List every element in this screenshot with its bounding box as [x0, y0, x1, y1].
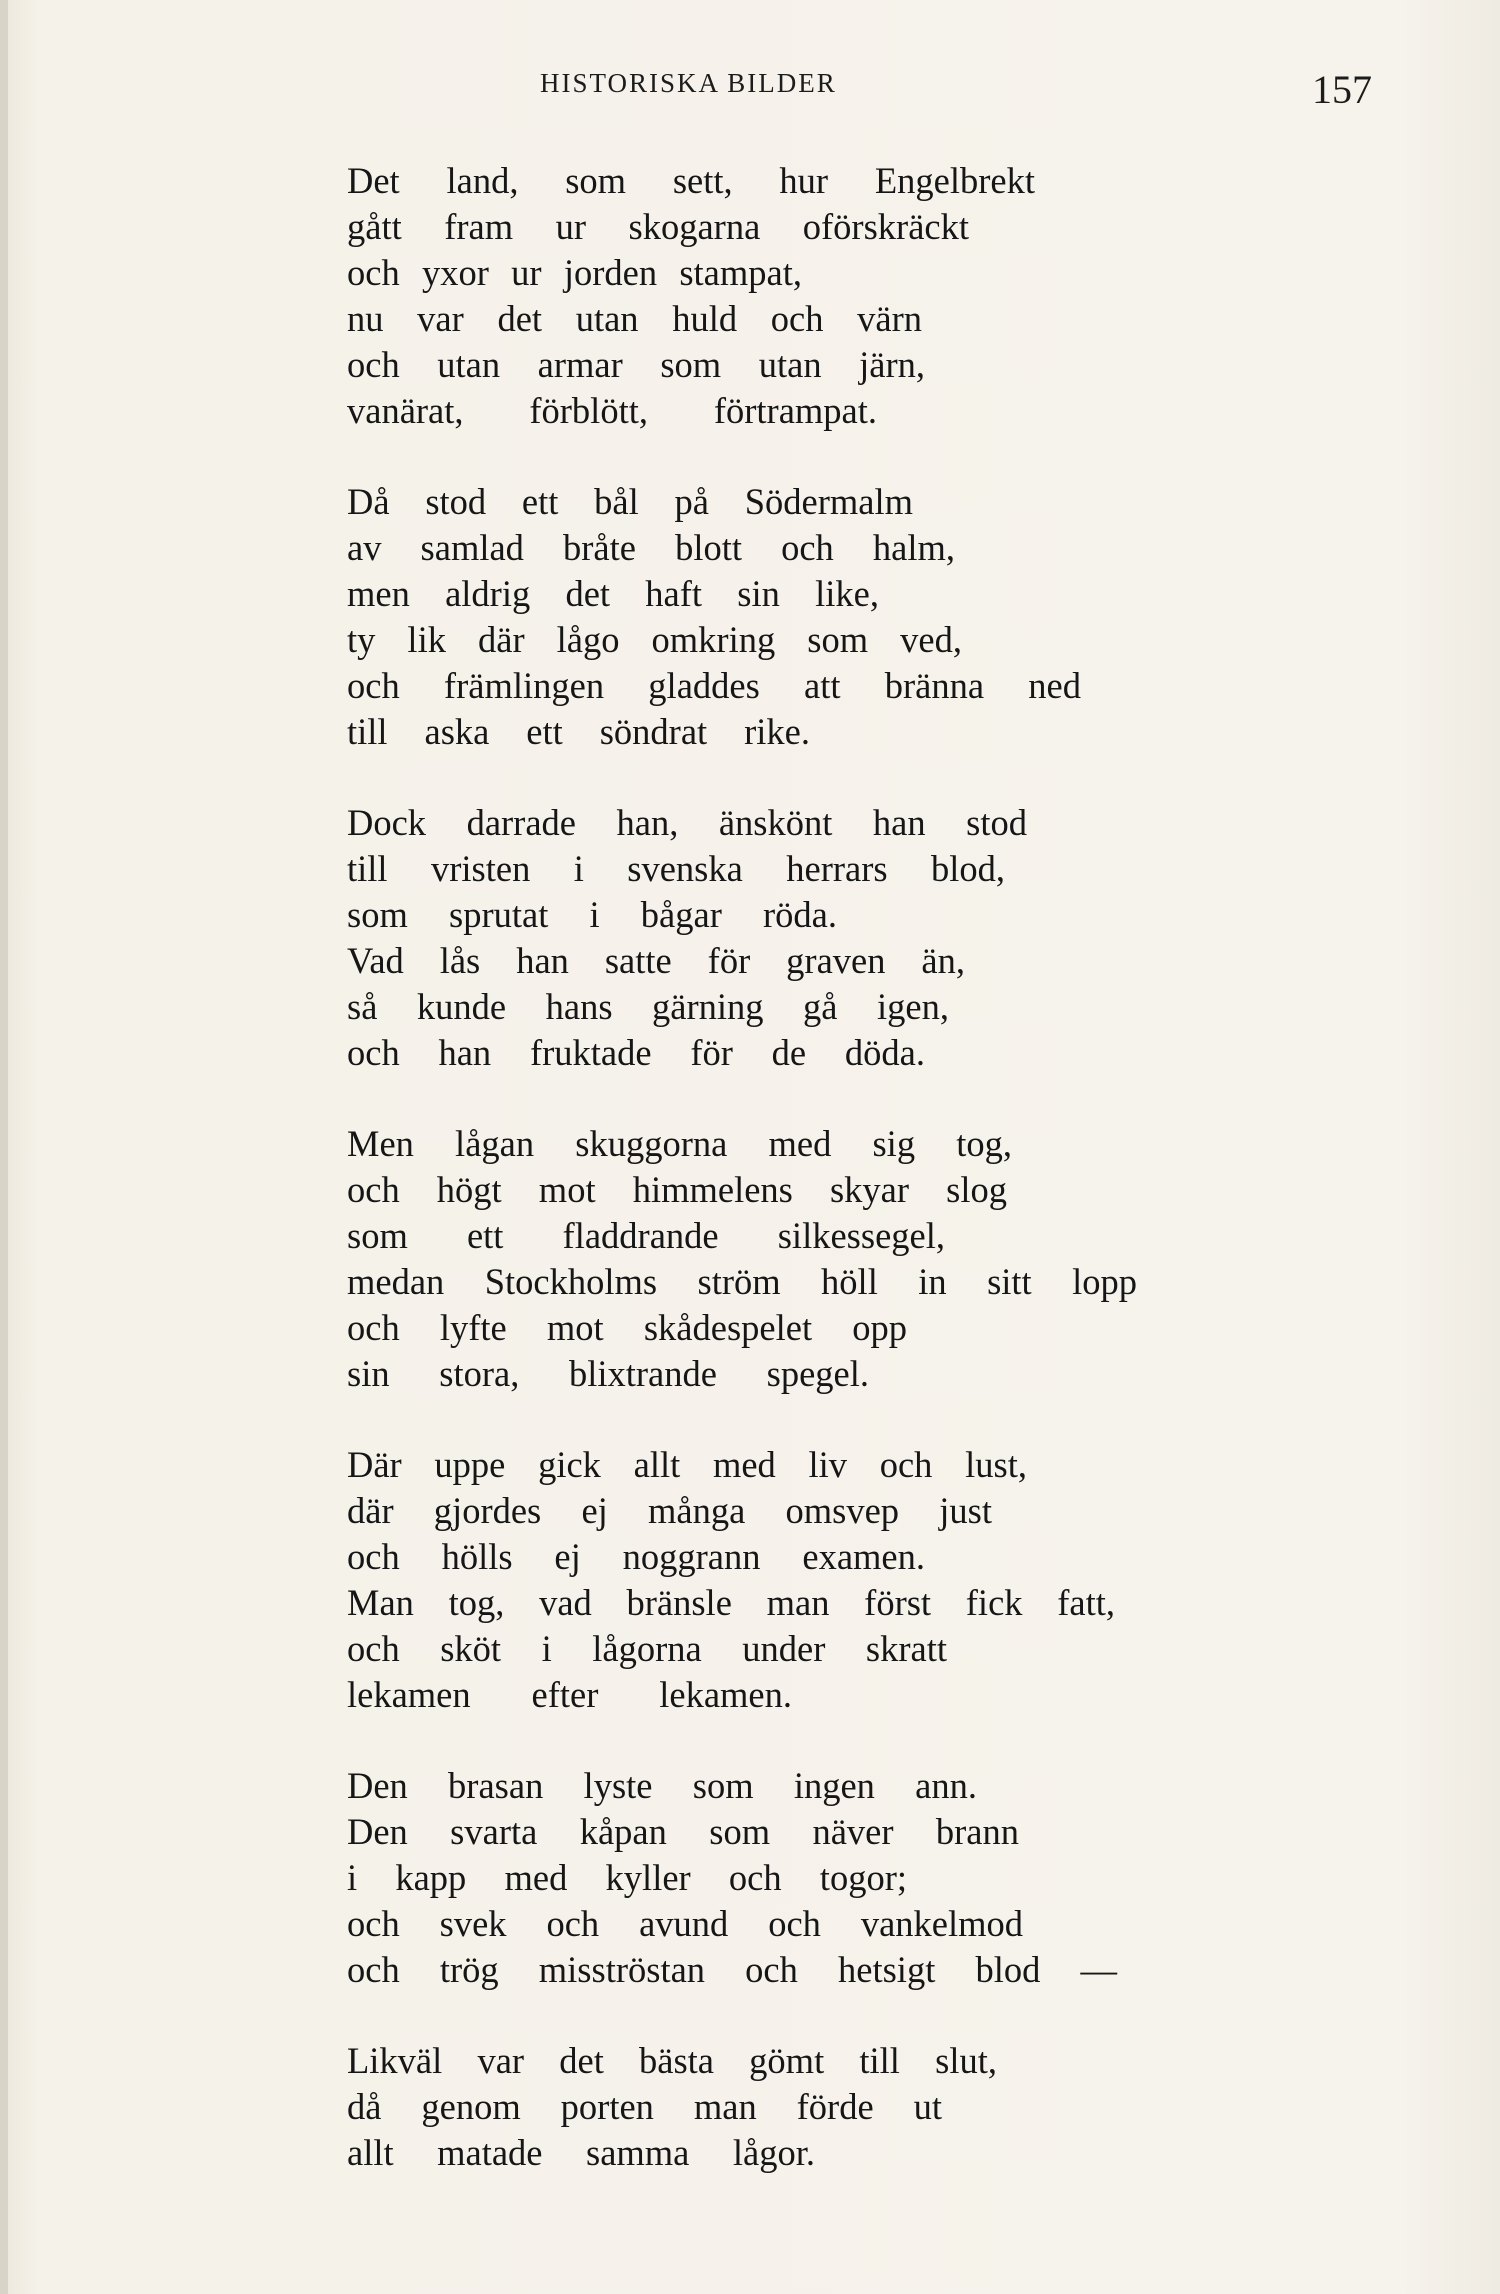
stanza [347, 1121, 1397, 1397]
poem-line: som sprutat i bågar röda. [347, 894, 837, 935]
poem-line: och trög misströstan och hetsigt blod — [347, 1949, 1117, 1990]
poem-line: och svek och avund och vankelmod [347, 1903, 1023, 1944]
poem-line: och högt mot himmelens skyar slog [347, 1169, 1007, 1210]
poem-line: Dock darrade han, änskönt han stod [347, 802, 1027, 843]
poem-line: Men lågan skuggorna med sig tog, [347, 1123, 1012, 1164]
poem-line: Det land, som sett, hur Engelbrekt [347, 160, 1035, 201]
poem-line: lekamen efter lekamen. [347, 1674, 792, 1715]
poem-line: Där uppe gick allt med liv och lust, [347, 1444, 1027, 1485]
page-number: 157 [1312, 67, 1372, 112]
poem-line: ty lik där lågo omkring som ved, [347, 619, 962, 660]
poem-line: så kunde hans gärning gå igen, [347, 986, 949, 1027]
poem-line: Den svarta kåpan som näver brann [347, 1811, 1019, 1852]
page-edge-shadow [0, 0, 8, 2294]
poem-line: Då stod ett bål på Södermalm [347, 481, 913, 522]
poem-line: och yxor ur jorden stampat, [347, 252, 802, 293]
poem-line: och han fruktade för de döda. [347, 1032, 925, 1073]
poem-line: vanärat, förblött, förtrampat. [347, 390, 877, 431]
poem-line: av samlad bråte blott och halm, [347, 527, 955, 568]
poem-line: nu var det utan huld och värn [347, 298, 922, 339]
poem-line: i kapp med kyller och togor; [347, 1857, 907, 1898]
poem-line: Man tog, vad bränsle man först fick fatt, [347, 1582, 1115, 1623]
stanza [347, 1763, 1397, 1993]
poem-line: och hölls ej noggrann examen. [347, 1536, 925, 1577]
poem-line: och främlingen gladdes att bränna ned [347, 665, 1081, 706]
poem-line: sin stora, blixtrande spegel. [347, 1353, 869, 1394]
stanza [347, 158, 1397, 434]
stanza [347, 1442, 1397, 1718]
poem-line: och utan armar som utan järn, [347, 344, 925, 385]
stanza [347, 479, 1397, 755]
poem-line: och lyfte mot skådespelet opp [347, 1307, 907, 1348]
running-header: HISTORISKA BILDER [540, 68, 837, 98]
poem-line: Den brasan lyste som ingen ann. [347, 1765, 977, 1806]
poem-line: där gjordes ej många omsvep just [347, 1490, 992, 1531]
poem-line: Likväl var det bästa gömt till slut, [347, 2040, 997, 2081]
poem-line: till vristen i svenska herrars blod, [347, 848, 1005, 889]
poem-line: då genom porten man förde ut [347, 2086, 942, 2127]
stanza [347, 2038, 1397, 2176]
poem-line: som ett fladdrande silkessegel, [347, 1215, 945, 1256]
poem-line: Vad lås han satte för graven än, [347, 940, 965, 981]
poem-line: gått fram ur skogarna oförskräckt [347, 206, 969, 247]
poem-body [347, 158, 1397, 2221]
poem-line: till aska ett söndrat rike. [347, 711, 810, 752]
poem-line: medan Stockholms ström höll in sitt lopp [347, 1261, 1137, 1302]
poem-line: allt matade samma lågor. [347, 2132, 815, 2173]
stanza [347, 800, 1397, 1076]
poem-line: men aldrig det haft sin like, [347, 573, 879, 614]
poem-line: och sköt i lågorna under skratt [347, 1628, 947, 1669]
